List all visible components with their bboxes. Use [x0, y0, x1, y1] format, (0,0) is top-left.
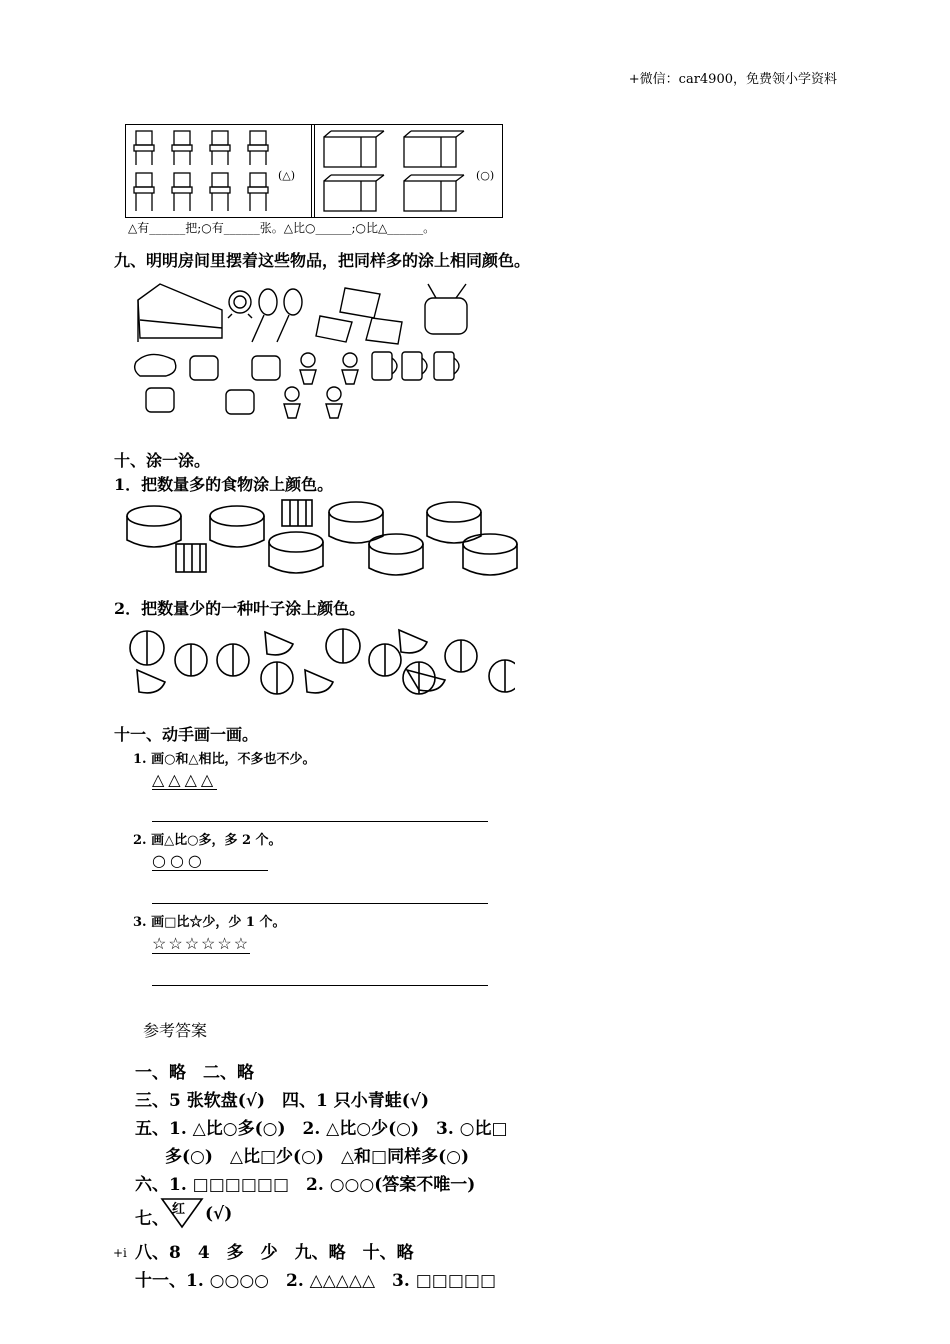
ginkgo-leaf-icon [305, 670, 333, 693]
q8-caption: △有______把;○有______张。△比○______;○比△______。 [128, 221, 436, 235]
cake-icon [269, 532, 323, 573]
ginkgo-leaf-icon [399, 630, 427, 653]
q11-title: 十一、动手画一画。 [114, 725, 259, 744]
chair-marker: (△) [278, 169, 296, 182]
chair-icon [210, 131, 230, 165]
round-leaf-icon [175, 644, 207, 676]
photo-frame-icon [340, 288, 380, 318]
chair-icon [172, 173, 192, 211]
q10-item2: 2．把数量少的一种叶子涂上颜色。 [114, 599, 366, 618]
chairs-desks-drawing [126, 125, 502, 217]
photo-frame-icon [316, 316, 352, 342]
q11-item3: 3. 画□比☆少，少 1 个。 [133, 915, 286, 930]
room-items-drawing [130, 280, 480, 425]
racket-icon [252, 289, 277, 342]
desk-icon [404, 131, 464, 167]
leaves-drawing [125, 620, 515, 700]
sneaker-icon [135, 354, 176, 376]
chair-icon [134, 173, 154, 211]
chair-icon [248, 173, 268, 211]
biscuit-icon [282, 500, 312, 526]
round-leaf-icon [369, 644, 401, 676]
round-leaf-icon [261, 662, 293, 694]
chairs-desks-box [125, 124, 503, 218]
q9-title: 九、明明房间里摆着这些物品，把同样多的涂上相同颜色。 [114, 251, 531, 270]
doll-icon [326, 387, 342, 418]
ginkgo-leaf-icon [137, 670, 165, 693]
cake-icon [127, 506, 181, 547]
pillow-icon [252, 356, 280, 380]
clock-icon [228, 291, 252, 318]
round-leaf-icon [489, 660, 515, 692]
round-leaf-icon [130, 631, 164, 665]
round-leaf-icon [326, 629, 360, 663]
mug-icon [434, 352, 459, 380]
chair-icon [210, 173, 230, 211]
doll-icon [300, 353, 316, 384]
q11-item2: 2. 画△比○多，多 2 个。 [133, 833, 282, 848]
q11-item3-given: ☆☆☆☆☆☆ [152, 934, 251, 953]
margin-mark: +i [113, 1246, 127, 1260]
q10-title: 十、涂一涂。 [114, 451, 211, 470]
header-note: +微信：car4900，免费领小学资料 [628, 72, 837, 87]
answer-line-1: 一、略 二、略 [135, 1063, 254, 1083]
answer-line-4: 多(○) △比□少(○) △和□同样多(○) [165, 1147, 470, 1167]
pillow-icon [226, 390, 254, 414]
racket-icon [277, 289, 302, 342]
ginkgo-leaf-icon [265, 632, 293, 655]
pillow-icon [146, 388, 174, 412]
tv-icon [425, 284, 467, 334]
mug-icon [402, 352, 427, 380]
answer-line-7: 八、8 4 多 少 九、略 十、略 [135, 1243, 414, 1263]
cake-icon [329, 502, 383, 543]
answer-line-6-mark: (√) [205, 1204, 233, 1224]
triangle-label: 红 [172, 1202, 186, 1217]
round-leaf-icon [217, 644, 249, 676]
mug-icon [372, 352, 397, 380]
chair-icon [172, 131, 192, 165]
round-leaf-icon [445, 640, 477, 672]
photo-frame-icon [366, 318, 402, 344]
desk-marker: (○) [476, 169, 495, 182]
chair-icon [248, 131, 268, 165]
desk-icon [404, 175, 464, 211]
cake-icon [210, 506, 264, 547]
answer-line-3: 五、1. △比○多(○) 2. △比○少(○) 3. ○比□ [135, 1119, 508, 1139]
cake-icon [369, 534, 423, 575]
pillow-icon [190, 356, 218, 380]
desk-icon [324, 131, 384, 167]
desk-icon [324, 175, 384, 211]
q11-item2-given: ○○○ [152, 851, 268, 871]
answer-line-6-prefix: 七、 [135, 1209, 169, 1229]
answer-line-5: 六、1. □□□□□□ 2. ○○○(答案不唯一) [135, 1175, 476, 1195]
answer-line-8: 十一、1. ○○○○ 2. △△△△△ 3. □□□□□ [135, 1271, 497, 1291]
q10-item1: 1．把数量多的食物涂上颜色。 [114, 475, 334, 494]
answers-title: 参考答案 [143, 1021, 208, 1040]
q11-item1-given: △△△△ [152, 770, 218, 789]
q11-item1: 1. 画○和△相比，不多也不少。 [133, 752, 316, 767]
ginkgo-leaf-icon [407, 670, 445, 691]
chair-icon [134, 131, 154, 165]
biscuit-icon [176, 544, 206, 572]
doll-icon [342, 353, 358, 384]
answer-line-2: 三、5 张软盘(√) 四、1 只小青蛙(√) [135, 1091, 430, 1111]
doll-icon [284, 387, 300, 418]
bed-icon [138, 284, 222, 342]
food-drawing [120, 498, 520, 578]
